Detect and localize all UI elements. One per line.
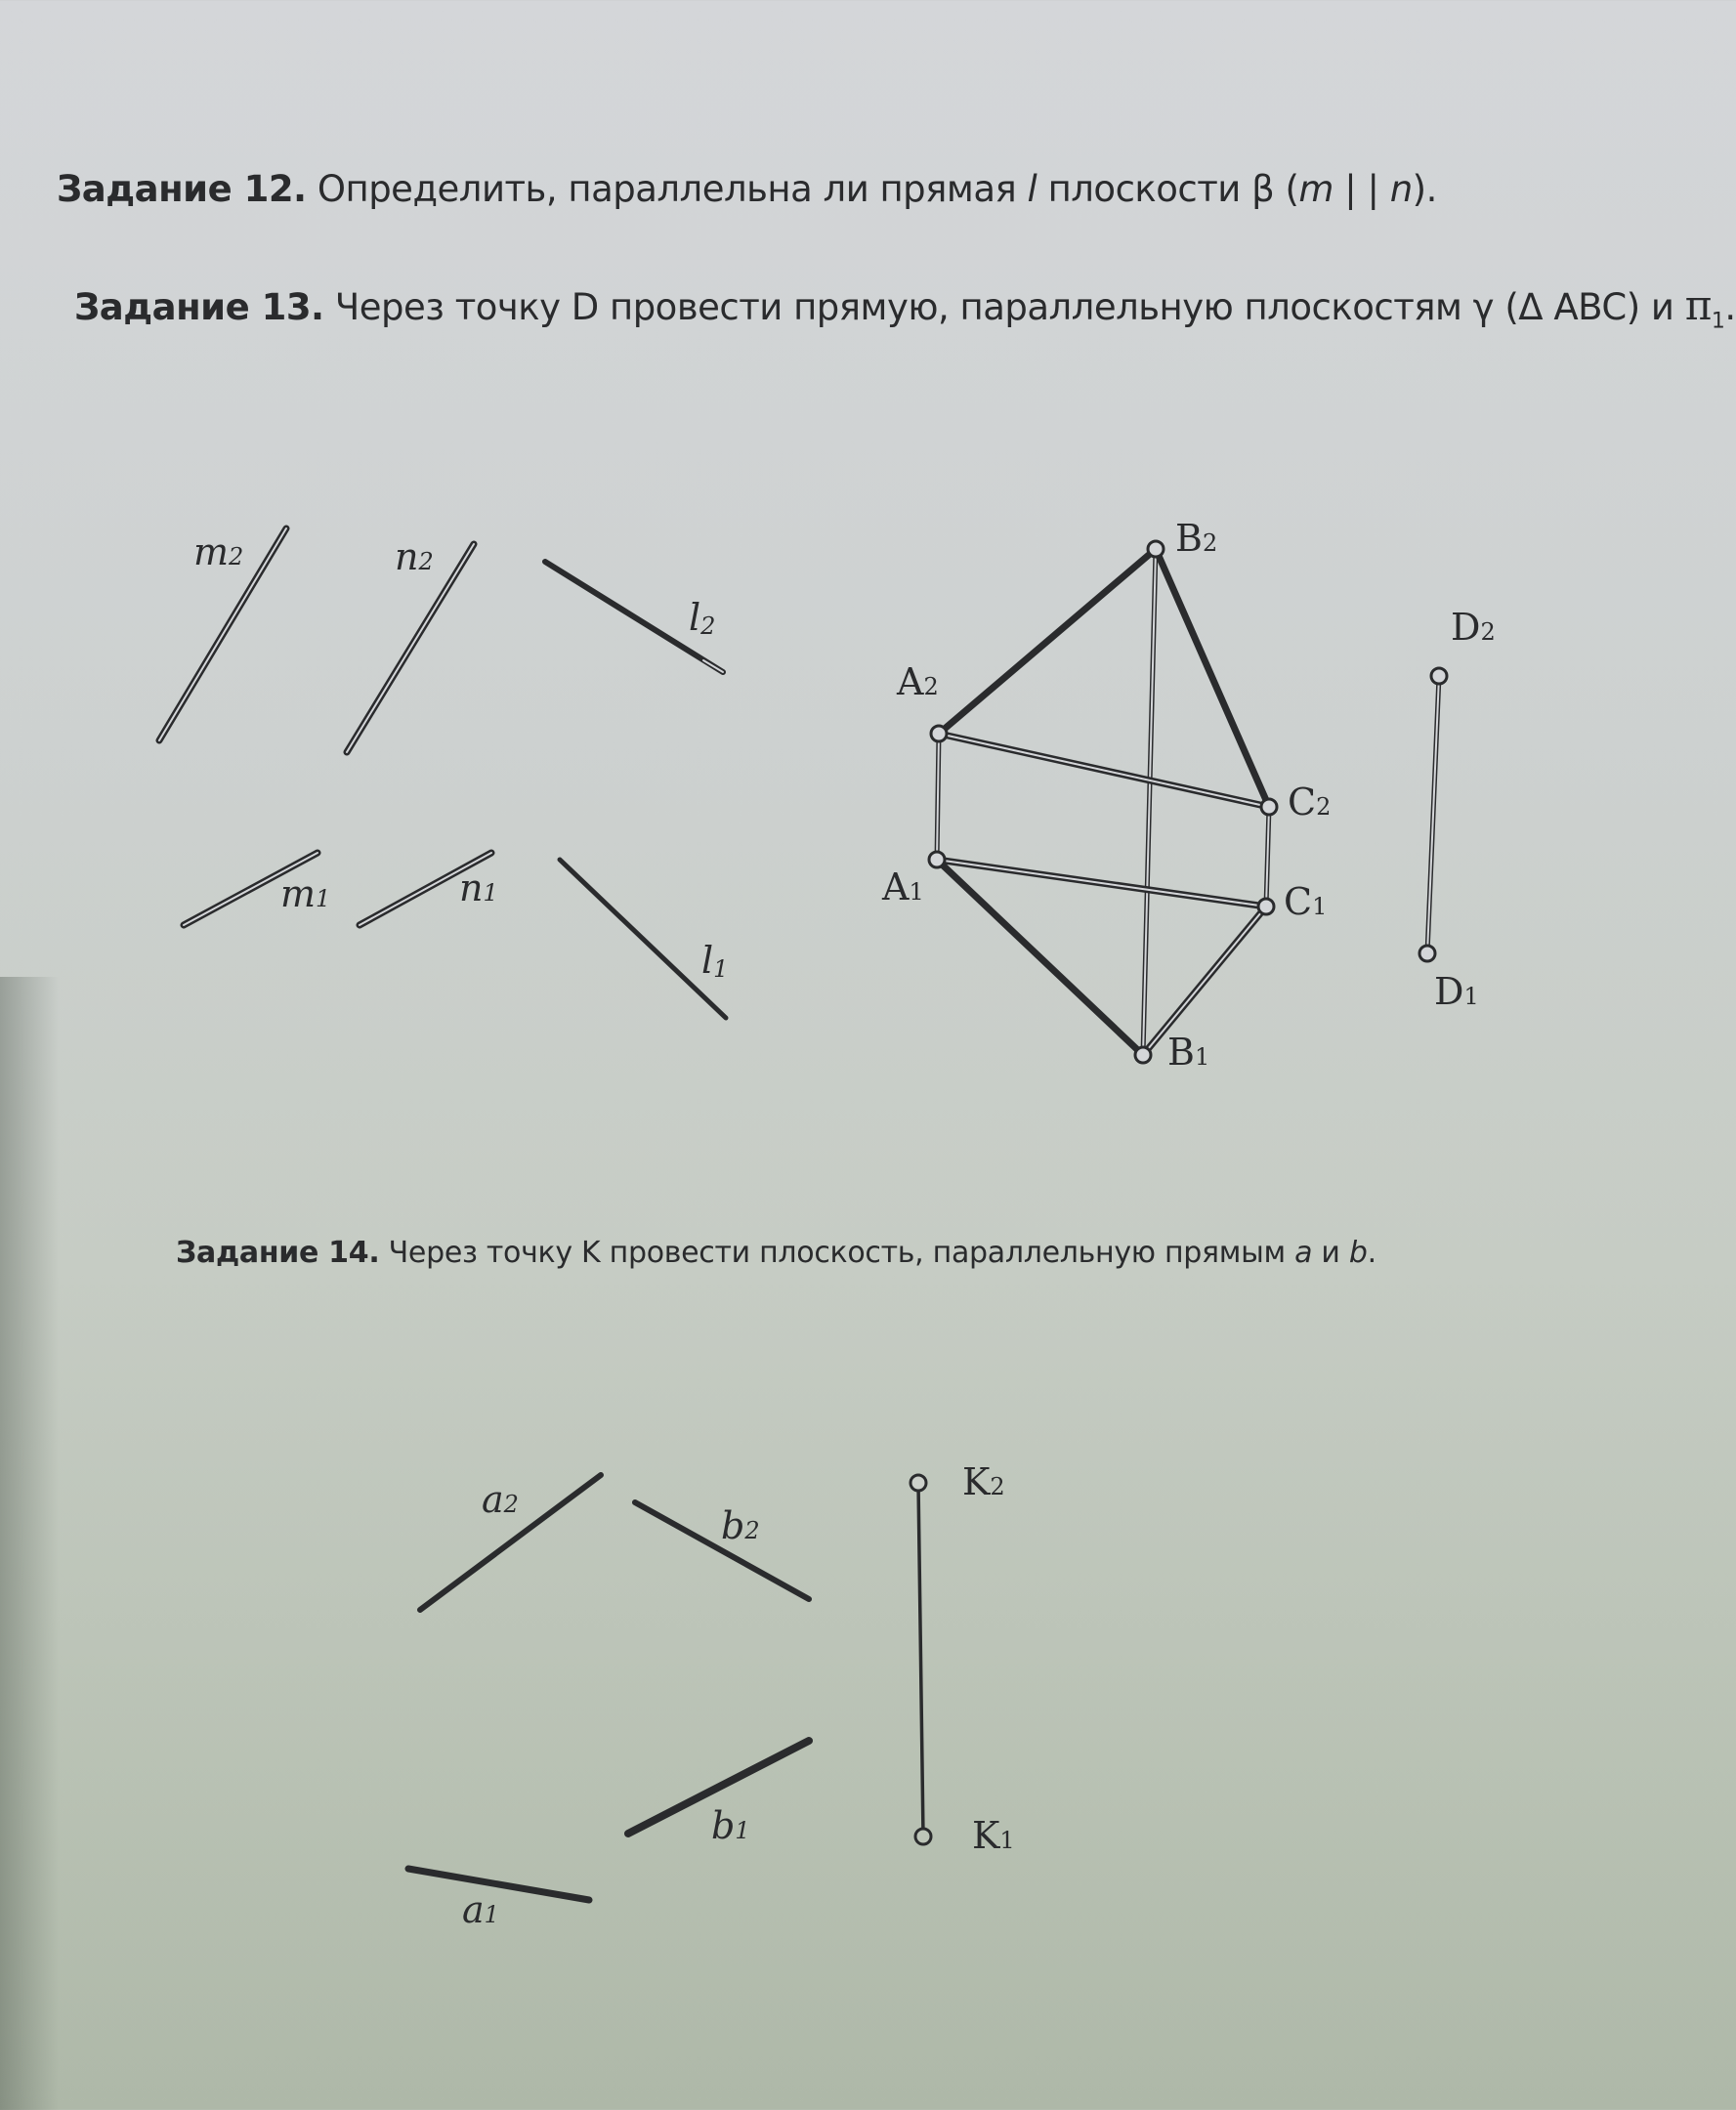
point-c1	[1258, 899, 1274, 914]
task-13-pi-sub: 1	[1711, 309, 1725, 334]
point-d1	[1419, 946, 1435, 961]
label-c1: C1	[1284, 880, 1328, 923]
label-k2: K2	[962, 1460, 1005, 1503]
point-k2	[910, 1475, 926, 1491]
label-m2: m2	[193, 530, 244, 573]
line-a1	[408, 1869, 589, 1900]
task-14-drawing	[408, 1475, 931, 1900]
point-b2	[1148, 541, 1164, 557]
labels	[193, 517, 1496, 1931]
task-12-drawing	[159, 528, 729, 1018]
task-14-text-b: и	[1312, 1236, 1349, 1270]
label-d1: D1	[1434, 970, 1479, 1013]
label-b2: B2	[1175, 517, 1218, 560]
task-13-drawing	[929, 541, 1447, 1063]
task-12-number: Задание 12.	[57, 168, 307, 210]
task-12-parallel: | |	[1333, 168, 1390, 210]
point-d2	[1431, 668, 1447, 684]
label-a2: A2	[897, 660, 939, 703]
point-b1	[1135, 1047, 1151, 1063]
label-a2-line: a2	[482, 1478, 519, 1521]
label-l2: l2	[689, 596, 716, 640]
task-12-var-l: l	[1027, 168, 1037, 210]
task-13-text-a: Через точку D провести прямую, параллельную плоскостям γ (Δ ABC) и	[323, 286, 1685, 328]
edge-a2b2	[939, 549, 1156, 734]
task-14-text-a: Через точку K провести плоскость, параллельную прямым	[379, 1236, 1295, 1270]
label-b2-line: b2	[721, 1504, 760, 1547]
task-12-text-c: ).	[1412, 168, 1437, 210]
label-k1: K1	[972, 1814, 1015, 1857]
point-c2	[1261, 799, 1277, 815]
label-n2: n2	[395, 535, 434, 578]
point-a1	[929, 852, 945, 867]
label-a1: A1	[882, 865, 924, 908]
task-12-var-n: n	[1389, 168, 1413, 210]
label-a1-line: a1	[462, 1888, 499, 1931]
point-a2	[931, 726, 947, 741]
task-12-text-a: Определить, параллельна ли прямая	[306, 168, 1028, 210]
label-b1-line: b1	[711, 1804, 750, 1847]
task-14-number: Задание 14.	[176, 1236, 380, 1270]
point-k1	[915, 1829, 931, 1844]
link-k	[918, 1483, 923, 1836]
label-d2: D2	[1451, 606, 1496, 649]
task-13-pi: π	[1684, 281, 1712, 329]
task-13-number: Задание 13.	[74, 286, 324, 328]
label-c2: C2	[1288, 781, 1332, 823]
task-12-var-m: m	[1298, 168, 1334, 210]
task-14-var-a: a	[1294, 1236, 1313, 1270]
label-n1: n1	[459, 866, 498, 909]
task-14-var-b: b	[1348, 1236, 1368, 1270]
label-b1: B1	[1167, 1031, 1210, 1074]
task-13-text-b: .	[1724, 286, 1736, 328]
label-m1: m1	[280, 872, 331, 915]
task-12-text-b: плоскости β (	[1037, 168, 1299, 210]
edge-a1b1	[937, 860, 1143, 1055]
task-14-text-c: .	[1367, 1236, 1376, 1270]
label-l1: l1	[701, 939, 729, 983]
edge-b2c2	[1156, 549, 1269, 807]
